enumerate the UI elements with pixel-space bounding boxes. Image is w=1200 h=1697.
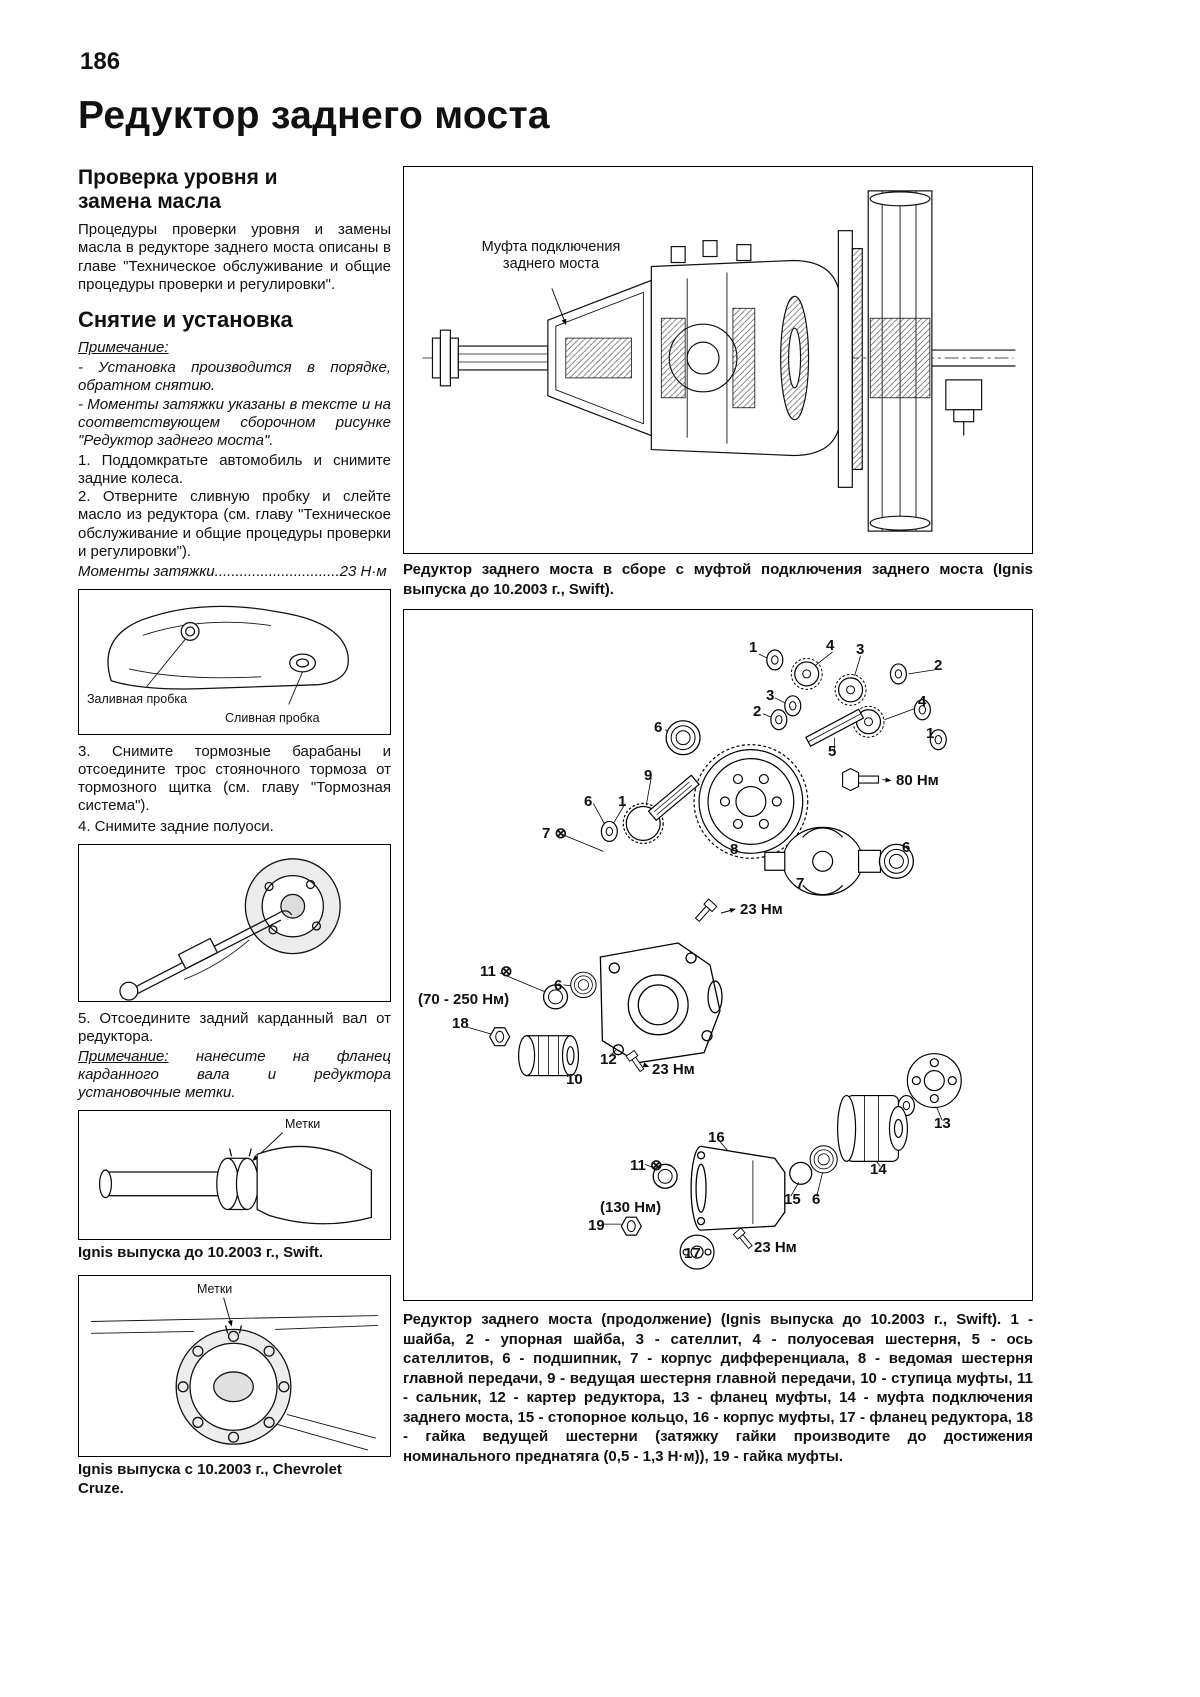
figure-axle-removal xyxy=(78,844,391,1002)
part-callout: 11 ⊗ xyxy=(480,963,513,980)
marks-label: Метки xyxy=(197,1282,233,1297)
note-2-label: Примечание: xyxy=(78,1047,169,1065)
part-callout: (70 - 250 Нм) xyxy=(418,991,510,1008)
heading-oil-check: Проверка уровня и замена масла xyxy=(78,166,278,214)
part-callout: 8 xyxy=(730,841,739,858)
part-callout: 23 Нм xyxy=(652,1061,695,1078)
part-callout: 7 xyxy=(796,875,805,892)
caption-exploded-parts: Редуктор заднего моста (продолжение) (Ignis выпуска до 10.2003 г., Swift). 1 - шайба, 2 - упорная шайба, 3 - сателлит, 4 - полуосевая шестерня, 5 - ось сателлитов, 6 - подшипник, 7 - корпус дифференциала, 8 - ведомая шестерня главной передачи, 9 - ведущая шестерня главной передачи, 10 - ступица муфты, 11 - сальник, 12 - картер редуктора, 13 - фланец муфты, 14 - муфта подключения заднего моста, 15 - стопорное кольцо, 16 - корпус муфты, 17 - фланец редуктора, 18 - гайка ведущей шестерни (затяжку гайки производите до достижения номинального преднатяга (0,5 - 1,3 Н·м)), 19 - гайка муфты. xyxy=(403,1311,1033,1465)
part-callout: 6 xyxy=(654,719,663,736)
part-callout: 13 xyxy=(934,1115,951,1132)
part-callout: 3 xyxy=(856,641,865,658)
note-item: - Моменты затяжки указаны в тексте и на соответствующем сборочном рисунке "Редуктор заднего моста". xyxy=(78,395,391,449)
note-label: Примечание: xyxy=(78,339,169,357)
part-callout: 4 xyxy=(918,693,927,710)
part-callout: 6 xyxy=(812,1191,821,1208)
part-callout: 1 xyxy=(618,793,627,810)
figure-exploded-view xyxy=(403,609,1033,1301)
coupling-label: Муфта подключения заднего моста xyxy=(481,239,621,272)
part-callout: 16 xyxy=(708,1129,725,1146)
part-callout: 14 xyxy=(870,1161,887,1178)
step-1: 1. Поддомкратьте автомобиль и снимите задние колеса. xyxy=(78,451,391,488)
drain-plug-label: Сливная пробка xyxy=(225,710,320,725)
figure-marks-late xyxy=(78,1275,391,1457)
part-callout: 5 xyxy=(828,743,837,760)
figure-oil-plugs xyxy=(78,589,391,735)
exploded-callout-layer xyxy=(404,610,1032,1300)
note-item: - Установка производится в порядке, обратном снятию. xyxy=(78,359,391,395)
marks-label: Метки xyxy=(285,1117,321,1132)
marks-late-drawing xyxy=(79,1276,390,1456)
step-2: 2. Отверните сливную пробку и слейте масло из редуктора (см. главу "Техническое обслуживание и общие процедуры проверки и регулировки"). xyxy=(78,488,391,560)
part-callout: 15 xyxy=(784,1191,801,1208)
caption-marks-early: Ignis выпуска до 10.2003 г., Swift. xyxy=(78,1244,324,1262)
part-callout: 10 xyxy=(566,1071,583,1088)
note-2 xyxy=(78,1048,391,1102)
note-2-text: нанесите на фланец карданного вала и редуктора установочные метки. xyxy=(78,1047,391,1102)
figure-marks-early xyxy=(78,1110,391,1240)
left-column xyxy=(78,166,391,1499)
part-callout: (130 Нм) xyxy=(600,1199,662,1216)
part-callout: 6 xyxy=(902,839,911,856)
page-title: Редуктор заднего моста xyxy=(78,94,550,137)
part-callout: 7 ⊗ xyxy=(542,825,568,842)
part-callout: 2 xyxy=(753,703,762,720)
part-callout: 3 xyxy=(766,687,775,704)
part-callout: 12 xyxy=(600,1051,617,1068)
heading-removal: Снятие и установка xyxy=(78,306,293,332)
part-callout: 2 xyxy=(934,657,943,674)
page-number: 186 xyxy=(80,48,121,75)
filler-plug-label: Заливная пробка xyxy=(87,691,188,706)
part-callout: 23 Нм xyxy=(740,901,783,918)
marks-early-drawing xyxy=(79,1111,390,1239)
part-callout: 1 xyxy=(749,639,758,656)
part-callout: 6 xyxy=(554,977,563,994)
figure-assembly-section xyxy=(403,166,1033,554)
step-5: 5. Отсоедините задний карданный вал от редуктора. xyxy=(78,1009,391,1045)
right-column xyxy=(403,166,1033,1466)
caption-marks-late: Ignis выпуска с 10.2003 г., Chevrolet Cruze. xyxy=(78,1461,342,1497)
step-3: 3. Снимите тормозные барабаны и отсоедините трос стояночного тормоза от тормозного щитка (см. главу "Тормозная система"). xyxy=(78,742,391,815)
part-callout: 18 xyxy=(452,1015,469,1032)
part-callout: 17 xyxy=(684,1245,701,1262)
part-callout: 19 xyxy=(588,1217,605,1234)
part-callout: 80 Нм xyxy=(896,772,939,789)
part-callout: 23 Нм xyxy=(754,1239,797,1256)
caption-assembly: Редуктор заднего моста в сборе с муфтой подключения заднего моста (Ignis выпуска до 10.2003 г., Swift). xyxy=(403,561,1033,598)
axle-removal-drawing xyxy=(79,845,390,1001)
part-callout: 9 xyxy=(644,767,653,784)
torque-line: Моменты затяжки..............................23 Н·м xyxy=(78,562,387,580)
part-callout: 1 xyxy=(926,725,935,742)
part-callout: 6 xyxy=(584,793,593,810)
part-callout: 11 ⊗ xyxy=(630,1157,663,1174)
oil-check-paragraph: Процедуры проверки уровня и замены масла в редукторе заднего моста описаны в главе "Техническое обслуживание и общие процедуры проверки и регулировки". xyxy=(78,221,391,293)
step-4: 4. Снимите задние полуоси. xyxy=(78,817,274,835)
assembly-drawing xyxy=(404,167,1032,553)
note-heading xyxy=(78,339,391,357)
part-callout: 4 xyxy=(826,637,835,654)
